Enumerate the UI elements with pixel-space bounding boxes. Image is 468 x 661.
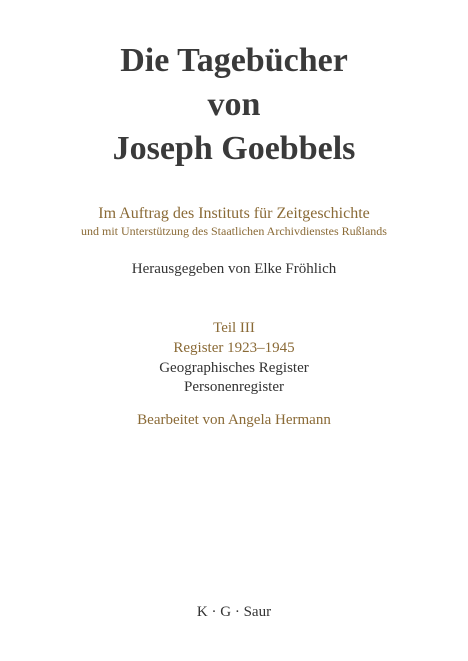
volume-content-persons: Personenregister xyxy=(184,379,284,395)
commission-line-1: Im Auftrag des Instituts für Zeitgeschichte xyxy=(98,205,370,222)
publisher-imprint: K · G · Saur xyxy=(196,604,272,620)
commission-line-2: und mit Unterstützung des Staatlichen Archivdienstes Rußlands xyxy=(81,224,387,238)
volume-subtitle: Register 1923–1945 xyxy=(173,340,295,356)
compiled-by-line: Bearbeitet von Angela Hermann xyxy=(137,412,331,428)
volume-part: Teil III xyxy=(213,320,255,336)
volume-content-geographic: Geographisches Register xyxy=(159,360,309,376)
title-line-3: Joseph Goebbels xyxy=(112,130,356,167)
title-line-1: Die Tagebücher xyxy=(120,42,348,79)
title-line-2: von xyxy=(207,86,261,123)
editor-line: Herausgegeben von Elke Fröhlich xyxy=(131,261,337,277)
